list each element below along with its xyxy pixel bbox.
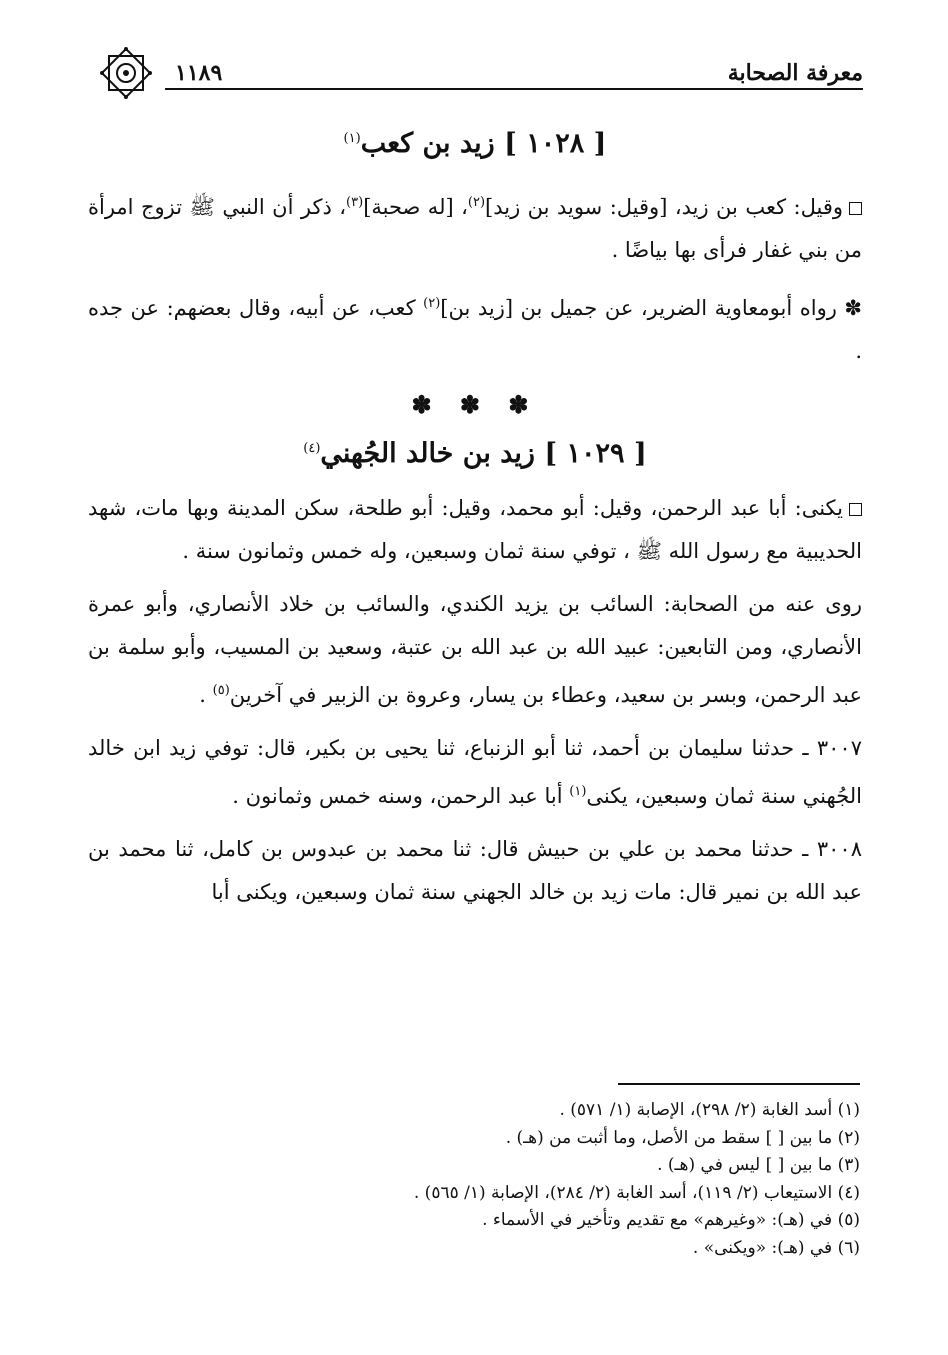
paragraph	[88, 181, 862, 272]
ornament-icon	[95, 42, 157, 104]
page-number: ١١٨٩	[175, 60, 223, 86]
footnote: (٥) في (هـ): «وغيرهم» مع تقديم وتأخير في الأسماء .	[482, 1210, 860, 1230]
footnote-rule	[618, 1083, 860, 1085]
footnote-ref: (١)	[569, 783, 587, 799]
footnote-ref: (٢)	[467, 194, 486, 210]
hadith-3007	[88, 727, 862, 818]
footnote-ref: (٥)	[212, 682, 230, 698]
footnote: (٣) ما بين [ ] ليس في (هـ) .	[657, 1155, 860, 1175]
square-marker-icon	[849, 503, 862, 516]
paragraph	[88, 583, 862, 717]
header-rule	[165, 88, 863, 90]
footnote-ref: (٤)	[303, 440, 321, 456]
footnote: (٤) الاستيعاب (٢/ ١١٩)، أسد الغابة (٢/ ٢٨٤)، الإصابة (١/ ٥٦٥) .	[413, 1182, 860, 1203]
paragraph-text: أبا عبد الرحمن، وسنه خمس وثمانون .	[232, 783, 570, 808]
paragraph-text: ، ذكر أن النبي ﷺ تزوج امرأة من بني غفار فرأى بها بياضًا .	[88, 194, 862, 262]
running-header	[85, 52, 863, 100]
section-separator: ✽ ✽ ✽	[411, 389, 539, 419]
hadith-3008	[88, 828, 862, 914]
entry-title-1029	[88, 435, 862, 473]
paragraph-text: ٣٠٠٨ ـ حدثنا محمد بن علي بن حبيش قال: ثنا محمد بن عبدوس بن كامل، ثنا محمد بن عبد الله بن نمير قال: مات زيد بن خالد الجهني سنة ثمان وسبعين، ويكنى أبا	[88, 836, 862, 904]
paragraph-text: ٣٠٠٧ ـ حدثنا سليمان بن أحمد، ثنا أبو الزنباع، ثنا يحيى بن بكير، قال: توفي زيد ابن خالد الجُهني سنة ثمان وسبعين، يكنى	[88, 735, 862, 808]
footnote: (٢) ما بين [ ] سقط من الأصل، وما أثبت من (هـ) .	[505, 1127, 860, 1148]
footnote-ref: (١)	[343, 131, 361, 146]
paragraph-text: كعب، عن أبيه، وقال بعضهم: عن جده .	[88, 295, 862, 363]
paragraph-text: .	[199, 682, 213, 707]
entry-title-1028	[88, 125, 862, 163]
book-title: معرفة الصحابة	[727, 60, 863, 86]
footnote: (٦) في (هـ): «ويكنى» .	[692, 1237, 860, 1258]
footnote-ref: (٣)	[346, 194, 364, 210]
square-marker-icon	[849, 202, 862, 215]
entry-title-text: [ ١٠٢٨ ] زيد بن كعب	[360, 128, 607, 159]
footnote: (١) أسد الغابة (٢/ ٢٩٨)، الإصابة (١/ ٥٧١) .	[559, 1100, 860, 1120]
footnote-ref: (٢)	[423, 295, 441, 311]
paragraph	[88, 282, 862, 373]
paragraph-text: وقيل: كعب بن زيد، [وقيل: سويد بن زيد]	[485, 194, 844, 219]
paragraph-text: يكنى: أبا عبد الرحمن، وقيل: أبو محمد، وقيل: أبو طلحة، سكن المدينة وبها مات، شهد الحديبية مع رسول الله ﷺ ، توفي سنة ثمان وسبعين، وله خمس وثمانون سنة .	[88, 495, 862, 563]
entry-title-text: [ ١٠٢٩ ] زيد بن خالد الجُهني	[320, 437, 647, 469]
paragraph-text: روى عنه من الصحابة: السائب بن يزيد الكندي، والسائب بن خلاد الأنصاري، وأبو عمرة الأنصاري، ومن التابعين: عبيد الله بن عبد الله بن عتبة، وسعيد بن المسيب، وأبو سلمة بن عبد الرحمن، وبسر بن سعيد، وعطاء بن يسار، وعروة بن الزبير في آخرين	[88, 591, 862, 707]
main-text	[88, 125, 862, 914]
paragraph	[88, 487, 862, 573]
footnotes	[88, 1097, 860, 1262]
paragraph-text: ، [له صحبة]	[363, 194, 468, 219]
paragraph-text: ✽ رواه أبومعاوية الضرير، عن جميل بن [زيد بن]	[440, 295, 862, 320]
